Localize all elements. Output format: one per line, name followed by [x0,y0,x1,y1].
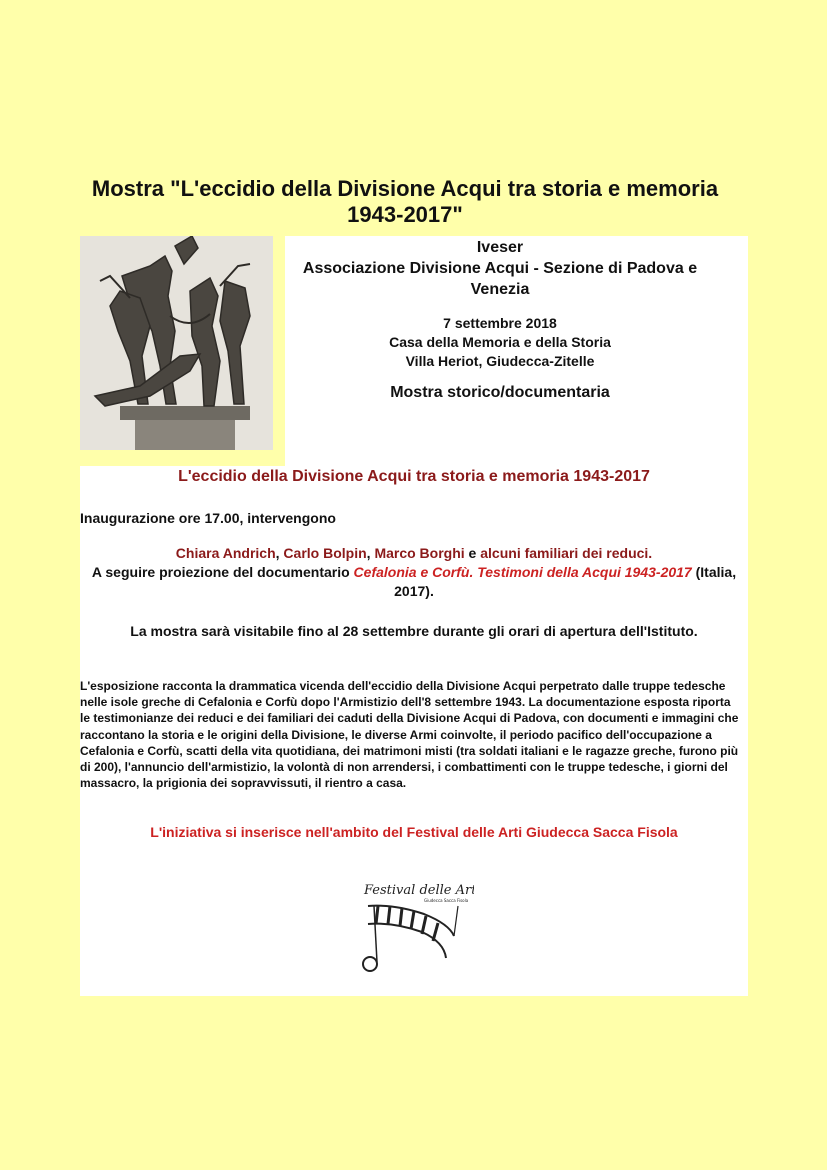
speaker-name: Chiara Andrich [175,545,276,561]
speaker-name: Carlo Bolpin [283,545,367,561]
initiative-note: L'iniziativa si inserisce nell'ambito del Festival delle Arti Giudecca Sacca Fisola [150,824,678,840]
page-title: Mostra "L'eccidio della Divisione Acqui tra storia e memoria 1943-2017" [91,176,719,227]
exhibition-description: L'esposizione racconta la drammatica vicenda dell'eccidio della Divisione Acqui perpetrato dalle truppe tedesche nelle isole greche di Cefalonia e Corfù dopo l'Armistizio dell'8 settembre 1943. La documentazione esposta riporta le testimonianze dei reduci e dei familiari dei caduti della Divisione Acqui di Padova, con documenti e immagini che raccontano la storia e le origini della Divisione, le diverse Armi coinvolte, il periodo pacifico dell'occupazione a Cefalonia e Corfù, scatti della vita quotidiana, dei matrimoni misti (tra soldati italiani e le ragazze greche, furono più di 200), l'annuncio dell'armistizio, la volontà di non arrendersi, i combattimenti con le truppe tedesche, i giorni del massacro, la prigionia dei sopravvissuti, il rientro a casa. [80,679,739,791]
org-iveser: Iveser [476,239,524,256]
family-members: alcuni familiari dei reduci. [480,545,653,561]
logo-subtext: Giudecca Sacca Fisola [424,898,469,903]
festival-logo [354,876,474,976]
film-title: Cefalonia e Corfù. Testimoni della Acqui 1943-2017 [353,564,692,580]
header-block [290,238,710,403]
venue-name: Casa della Memoria e della Storia [389,334,611,350]
speaker-name: Marco Borghi [374,545,465,561]
screening-intro: A seguire proiezione del documentario [91,564,354,580]
speakers-block [80,544,748,601]
event-type: Mostra storico/documentaria [390,384,610,401]
festival-logo-graphic [354,876,474,976]
sculpture-image [80,236,273,450]
separator: , [366,545,375,561]
separator: , [275,545,284,561]
org-association: Associazione Divisione Acqui - Sezione di Padova e Venezia [302,260,698,298]
conjunction: e [464,545,481,561]
inauguration-line: Inaugurazione ore 17.00, intervengono [80,510,336,526]
logo-text: Festival delle Arti [364,883,474,898]
visit-info: La mostra sarà visitabile fino al 28 settembre durante gli orari di apertura dell'Istituto. [130,623,698,639]
film-info: (Italia, 2017). [394,564,737,599]
monument-photo [80,236,273,450]
venue-address: Villa Heriot, Giudecca-Zitelle [405,353,595,369]
event-date: 7 settembre 2018 [443,315,557,331]
exhibition-subtitle: L'eccidio della Divisione Acqui tra storia e memoria 1943-2017 [178,468,650,485]
